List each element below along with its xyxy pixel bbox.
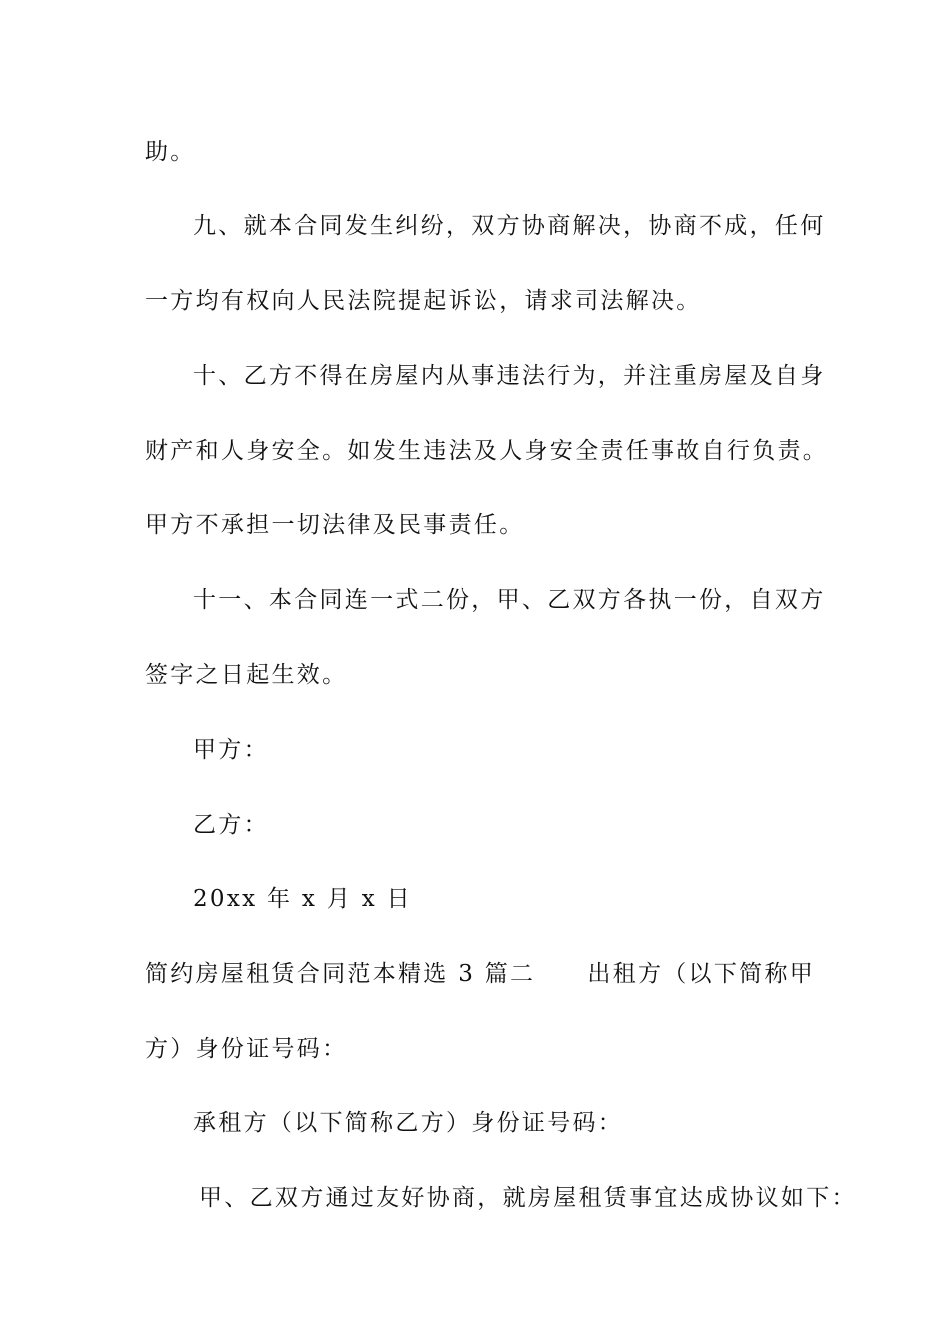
signature-date: 20xx 年 x 月 x 日 (193, 886, 412, 912)
clause-9-line-2: 一方均有权向人民法院提起诉讼，请求司法解决。 (145, 288, 702, 314)
section-heading-line (145, 959, 825, 989)
paragraph-line-continuation: 助。 (145, 139, 196, 165)
agreement-intro: 甲、乙双方通过友好协商，就房屋租赁事宜达成协议如下： (199, 1185, 857, 1211)
clause-11-line-1: 十一、本合同连一式二份，甲、乙双方各执一份，自双方 (193, 587, 826, 613)
clause-10-line-3: 甲方不承担一切法律及民事责任。 (145, 512, 525, 538)
lessor-label-part-2: 方）身份证号码： (145, 1036, 348, 1062)
lessor-label-part-1: 出租方（以下简称甲 (587, 961, 816, 987)
clause-9-line-1: 九、就本合同发生纠纷，双方协商解决，协商不成，任何 (193, 213, 826, 239)
section-title: 简约房屋租赁合同范本精选 3 篇二 (145, 961, 536, 987)
clause-10-line-2: 财产和人身安全。如发生违法及人身安全责任事故自行负责。 (145, 438, 829, 464)
clause-10-line-1: 十、乙方不得在房屋内从事违法行为，并注重房屋及自身 (193, 363, 826, 389)
clause-11-line-2: 签字之日起生效。 (145, 662, 348, 688)
party-b-signature-label: 乙方： (193, 812, 269, 838)
party-a-signature-label: 甲方： (193, 737, 269, 763)
lessee-id-label: 承租方（以下简称乙方）身份证号码： (193, 1110, 624, 1136)
